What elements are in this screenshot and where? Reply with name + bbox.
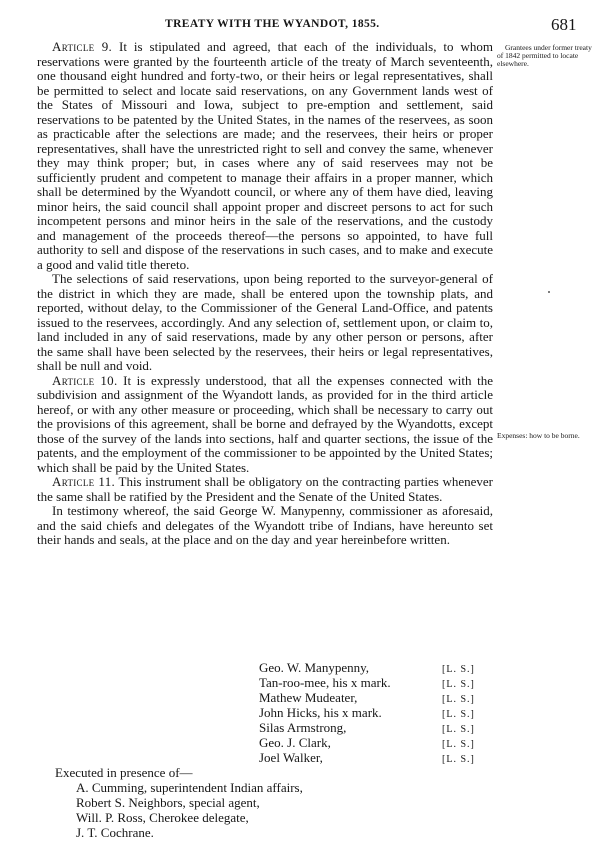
article-9-paragraph xyxy=(37,40,493,272)
witness-line: J. T. Cochrane. xyxy=(76,825,154,840)
signature-row xyxy=(259,720,519,735)
signatory-name: Geo. J. Clark, xyxy=(259,735,331,750)
signatory-name: Geo. W. Manypenny, xyxy=(259,660,370,675)
signatory-name: Mathew Mudeater, xyxy=(259,690,358,705)
witness-line: A. Cumming, superintendent Indian affairs, xyxy=(76,780,303,795)
seal-mark: [L. S.] xyxy=(442,724,475,735)
article-10-paragraph xyxy=(37,374,493,476)
signatory-name: John Hicks, his x mark. xyxy=(259,705,382,720)
signature-row xyxy=(259,690,519,705)
executed-in-presence-label: Executed in presence of— xyxy=(55,765,193,780)
selections-paragraph: The selections of said reservations, upon being reported to the surveyor-general of the district in which they are made, shall be entered upon the township plats, and reported, without delay, to the Commissioner of the General Land-Office, and patents issued to the reservees, accordingly. And any selection of, settlement upon, or claim to, land included in any of said reservations, made by any other person or persons, after the same shall have been selected by the reservees, their heirs or legal representatives, shall be null and void. xyxy=(37,271,493,373)
signature-row xyxy=(259,675,519,690)
signature-row xyxy=(259,705,519,720)
seal-mark: [L. S.] xyxy=(442,739,475,750)
testimony-paragraph: In testimony whereof, the said George W. Manypenny, commissioner as aforesaid, and the said chiefs and delegates of the Wyandott tribe of Indians, have hereunto set their hands and seals, at the place and on the day and year hereinbefore written. xyxy=(37,503,493,547)
signature-block xyxy=(259,660,519,765)
page-number: 681 xyxy=(551,15,577,34)
seal-mark: [L. S.] xyxy=(442,664,475,675)
article-11-text: This instrument shall be obligatory on the contracting parties whenever the same shall be ratified by the President and the Senate of the United States. xyxy=(37,474,493,504)
article-9-label: Article 9. xyxy=(52,39,113,54)
witness-line: Will. P. Ross, Cherokee delegate, xyxy=(76,810,249,825)
seal-mark: [L. S.] xyxy=(442,754,475,765)
witness-line: Robert S. Neighbors, special agent, xyxy=(76,795,260,810)
seal-mark: [L. S.] xyxy=(442,679,475,690)
seal-mark: [L. S.] xyxy=(442,694,475,705)
seal-mark: [L. S.] xyxy=(442,709,475,720)
article-11-label: Article 11. xyxy=(52,474,116,489)
treaty-body xyxy=(37,40,493,548)
signatory-name: Tan-roo-mee, his x mark. xyxy=(259,675,391,690)
witness-list xyxy=(76,780,303,840)
article-11-paragraph xyxy=(37,475,493,504)
signature-row xyxy=(259,750,519,765)
signature-row xyxy=(259,735,519,750)
ink-speck xyxy=(548,291,550,293)
signatory-name: Joel Walker, xyxy=(259,750,323,765)
signatory-name: Silas Armstrong, xyxy=(259,720,347,735)
page-header xyxy=(0,15,600,38)
margin-note-grantees: Grantees under former treaty of 1842 permitted to locate elsewhere. xyxy=(497,43,592,68)
article-9-text: It is stipulated and agreed, that each of the individuals, to whom reservations were granted by the fourteenth article of the treaty of March seventeenth, one thousand eight hundred and forty-two, or their heirs or legal representatives, shall be permitted to select and locate said reservations, on any Government lands west of the States of Missouri and Iowa, subject to pre-emption and settlement, said reservations to be patented by the United States, in the names of the reservees, as soon as practicable after the selections are made; and the reservees, their heirs or proper representatives, shall have the unrestricted right to sell and convey the same, whenever they may think proper; but, in cases where any of said reservees may not be sufficiently prudent and competent to manage their affairs in a proper manner, which shall be determined by the Wyandott council, or where any of them have died, leaving minor heirs, the said council shall appoint proper and discreet persons to act for such incompetent persons and minor heirs in the sale of the reservations, and the custody and management of the proceeds thereof—the persons so appointed, to have full authority to sell and dispose of the reservations in such cases, and to make and execute a good and valid title thereto. xyxy=(37,39,493,272)
article-10-text: It is expressly understood, that all the expenses connected with the subdivision and assignment of the Wyandott lands, as provided for in the third article hereof, or with any other measure or proceeding, which shall be necessary to carry out the provisions of this agreement, shall be borne and defrayed by the Wyandotts, except those of the survey of the lands into sections, half and quarter sections, the issue of the patents, and the employment of the commissioner to be appointed by the United States; which shall be paid by the United States. xyxy=(37,372,493,475)
signature-row xyxy=(259,660,519,675)
margin-note-expenses: Expenses: how to be borne. xyxy=(497,431,580,440)
running-head: TREATY WITH THE WYANDOT, 1855. xyxy=(165,18,380,30)
article-10-label: Article 10. xyxy=(52,372,118,388)
